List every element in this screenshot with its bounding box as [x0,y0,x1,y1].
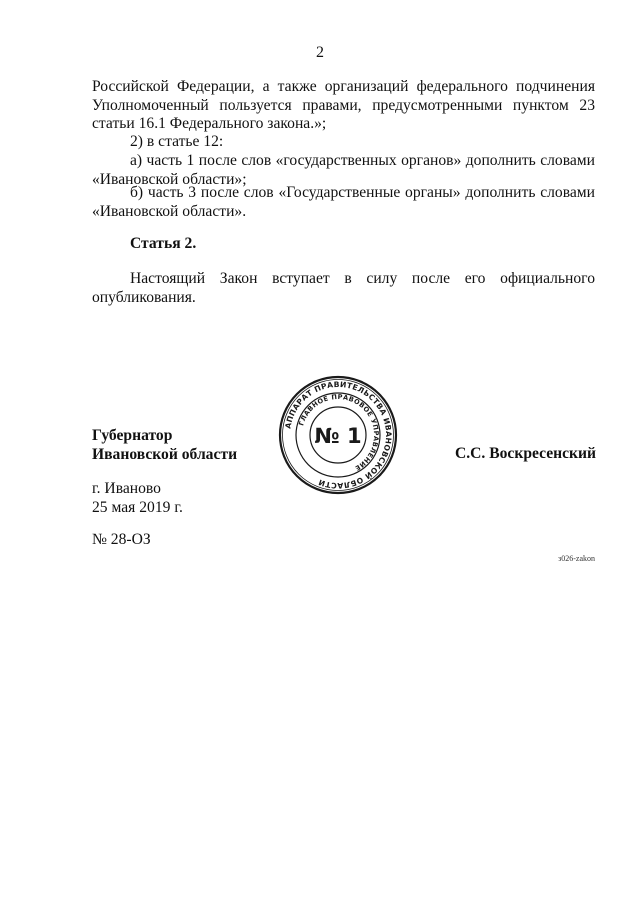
law-number: № 28-ОЗ [92,531,151,548]
signature-title [92,427,237,464]
signature-title-line-1: Губернатор [92,427,173,444]
page-number: 2 [316,44,324,61]
paragraph-line: статьи 16.1 Федерального закона.»; [92,115,327,132]
signature-title-line-2: Ивановской области [92,445,238,463]
paragraph-item-2: 2) в статье 12: [130,133,224,150]
official-stamp-seal [277,374,399,496]
svg-text:АППАРАТ ПРАВИТЕЛЬСТВА ИВАНОВСК: АППАРАТ ПРАВИТЕЛЬСТВА ИВАНОВСКОЙ ОБЛАСТИ [283,379,394,491]
paragraph-line: Российской Федерации, а также организаций федерального подчинения [92,78,595,95]
file-reference: з026-zakon [558,554,595,563]
paragraph-item-b: б) часть 3 после слов «Государственные органы» дополнить словами «Ивановской области». [92,184,595,220]
paragraph-line: Уполномоченный пользуется правами, предусмотренными пунктом 23 [92,96,595,114]
paragraph-item-a: а) часть 1 после слов «государственных органов» дополнить словами «Ивановской области»; [92,152,595,188]
place-and-date [92,480,183,517]
signer-name: С.С. Воскресенский [455,445,596,462]
article-heading: Статья 2. [130,235,197,252]
place: г. Иваново [92,480,161,497]
paragraph-article-2: Настоящий Закон вступает в силу после его официального опубликования. [92,270,595,306]
paragraph-continuation [92,78,595,134]
date: 25 мая 2019 г. [92,498,183,516]
svg-text:№ 1: № 1 [314,424,362,448]
svg-text:ГЛАВНОЕ ПРАВОВОЕ УПРАВЛЕНИЕ: ГЛАВНОЕ ПРАВОВОЕ УПРАВЛЕНИЕ [297,392,381,473]
